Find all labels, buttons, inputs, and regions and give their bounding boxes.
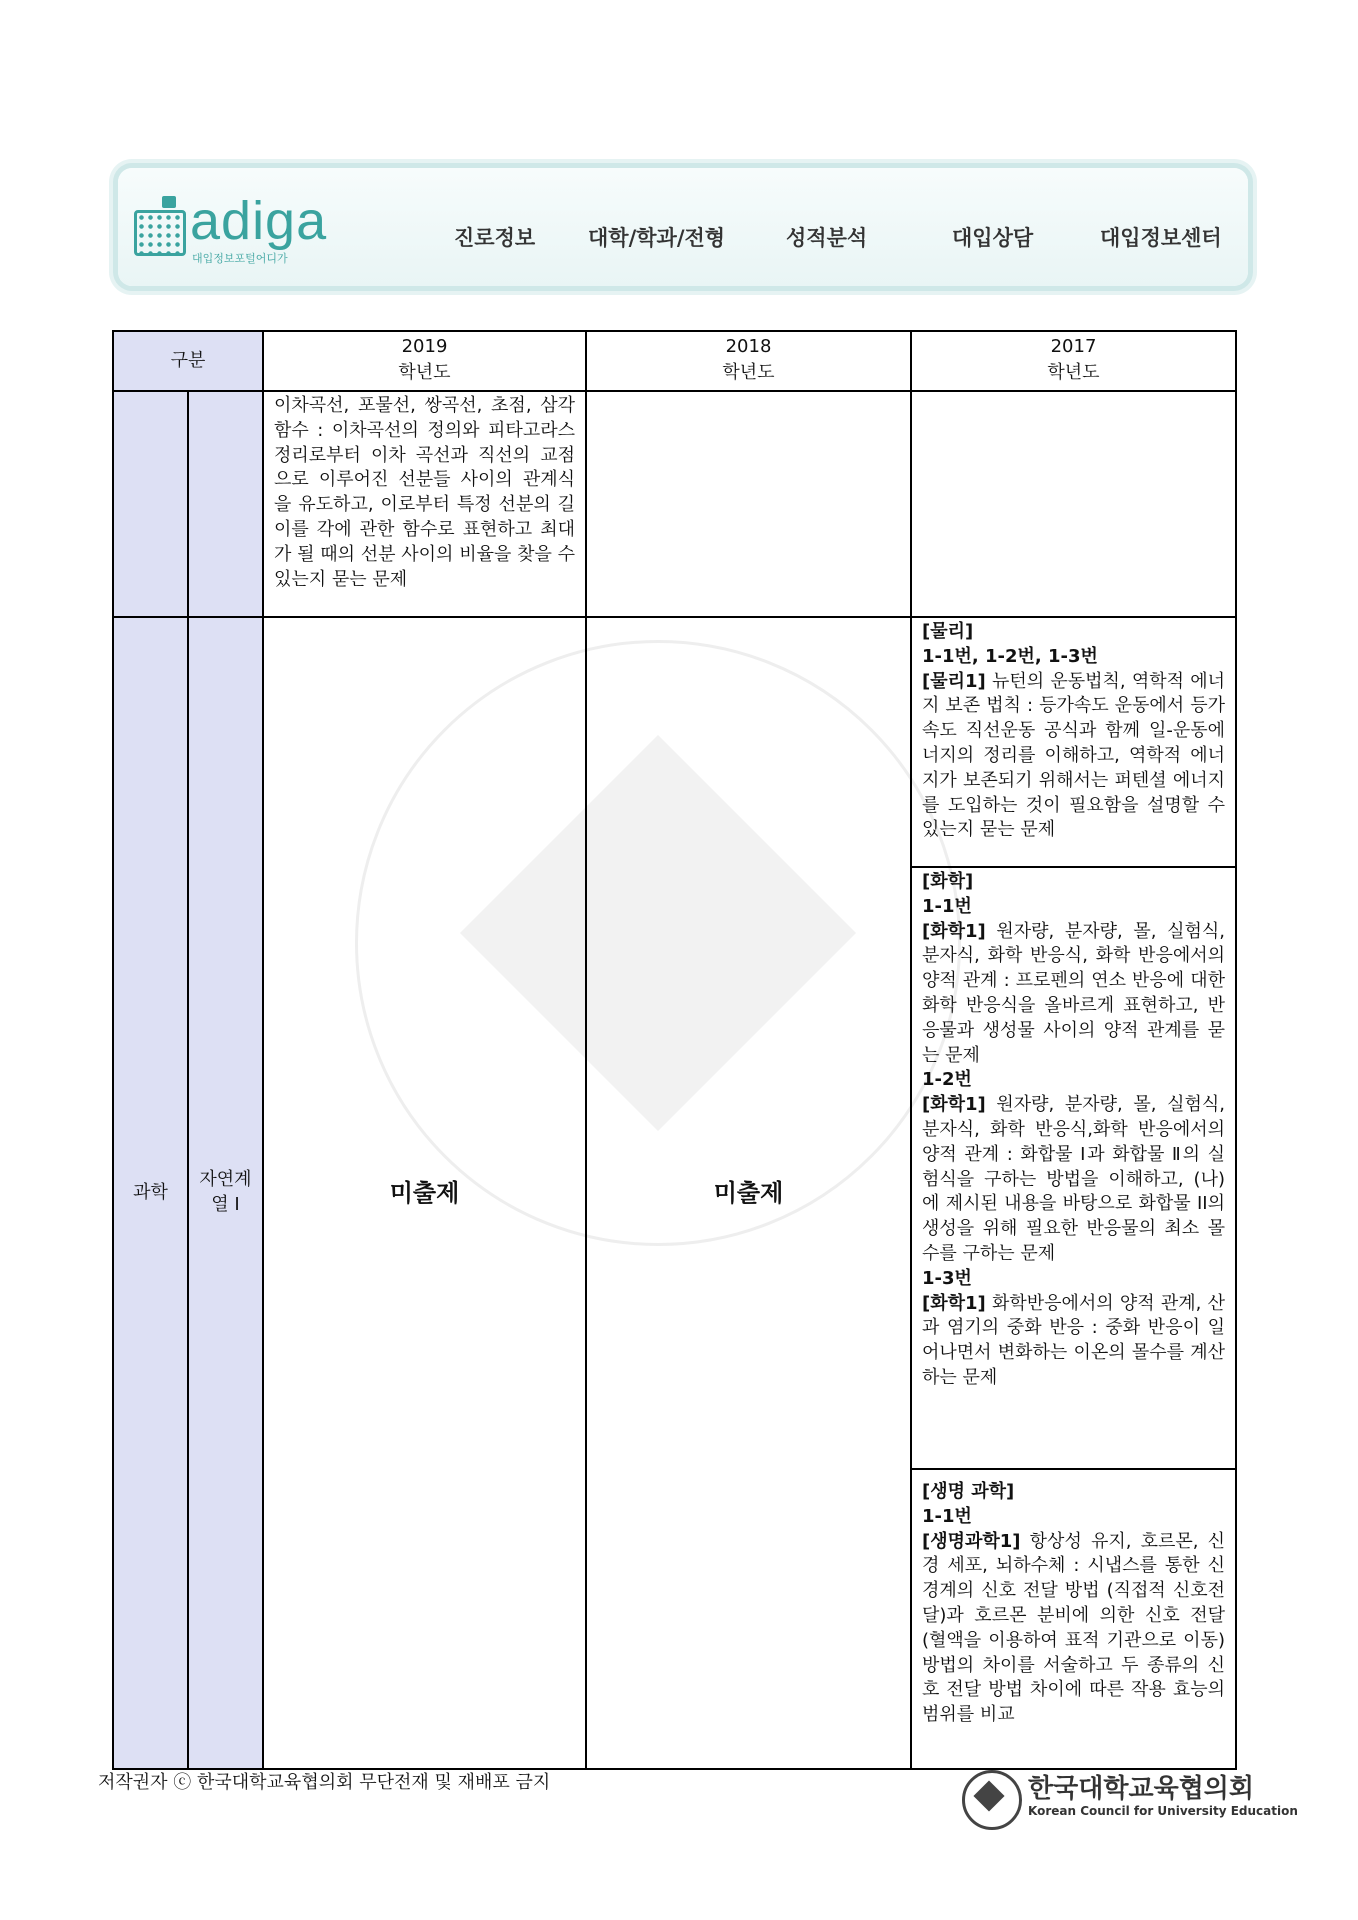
header-category: 구분: [113, 331, 263, 391]
chemistry-q3-desc: 화학반응에서의 양적 관계, 산과 염기의 중화 반응 : 중화 반응이 일어나면서 변화하는 이온의 몰수를 계산하는 문제: [922, 1292, 1225, 1388]
logo-text: adiga: [190, 191, 328, 251]
physics-tag: [물리1]: [922, 670, 986, 692]
science-category: 과학: [113, 617, 188, 1769]
cont-2018-cell: [586, 391, 911, 617]
year-2019-label: 학년도: [398, 362, 451, 383]
biology-title: [생명 과학]: [922, 1481, 1015, 1502]
chemistry-q3-block: [922, 1292, 1225, 1391]
chemistry-title: [화학]: [922, 871, 974, 892]
biology-q1-block: [922, 1530, 1225, 1728]
flag-icon: [162, 196, 176, 208]
cont-2017-cell: [911, 391, 1236, 617]
nav-info-center[interactable]: 대입정보센터: [1100, 226, 1222, 250]
year-2017-label: 학년도: [1047, 362, 1100, 383]
chemistry-q2-block: [922, 1093, 1225, 1267]
nav-score[interactable]: 성적분석: [786, 226, 868, 250]
chemistry-q3: 1-3번: [922, 1267, 972, 1289]
physics-desc-block: [922, 670, 1225, 844]
biology-q1-desc: 항상성 유지, 호르몬, 신경 세포, 뇌하수체 : 시냅스를 통한 신경계의 신호 전달 방법 (직접적 신호전달)과 호르몬 분비에 의한 신호 전달 (혈액을 이용하여 표적 기관으로 이동) 방법의 차이를 서술하고 두 종류의 신호 전달 방법 차이에 따른 작용 효능의 범위를 비교: [922, 1530, 1225, 1726]
chemistry-q2: 1-2번: [922, 1069, 972, 1091]
chemistry-q2-tag: [화학1]: [922, 1094, 986, 1116]
building-icon: [134, 210, 186, 256]
biology-q1: 1-1번: [922, 1505, 972, 1527]
chemistry-q1: 1-1번: [922, 895, 972, 917]
physics-cell: [911, 617, 1236, 867]
physics-items: 1-1번, 1-2번, 1-3번: [922, 645, 1098, 667]
nav-counsel[interactable]: 대입상담: [952, 226, 1034, 250]
year-2019: 2019: [401, 336, 448, 357]
continued-row: [113, 391, 1236, 617]
header-2018: [586, 331, 911, 391]
chemistry-q1-block: [922, 920, 1225, 1069]
adiga-logo[interactable]: [134, 191, 354, 266]
year-2018-label: 학년도: [722, 362, 775, 383]
logo-subtitle: 대입정보포털어디가: [192, 252, 288, 265]
header-2019: [263, 331, 586, 391]
header-banner: [118, 168, 1248, 286]
chemistry-q1-desc: 원자량, 분자량, 몰, 실험식, 분자식, 화학 반응식, 화학 반응에서의 양적 관계 : 프로펜의 연소 반응에 대한 화학 반응식을 올바르게 표현하고, 반응물과 생성물 사이의 양적 관계를 묻는 문제: [922, 920, 1225, 1066]
chemistry-cell: [911, 867, 1236, 1469]
biology-cell: [911, 1469, 1236, 1769]
nav-university[interactable]: 대학/학과/전형: [588, 226, 726, 250]
header-2017: [911, 331, 1236, 391]
kcue-name-kr: 한국대학교육협의회: [1028, 1774, 1255, 1804]
year-2018: 2018: [725, 336, 772, 357]
biology-q1-tag: [생명과학1]: [922, 1530, 1021, 1552]
physics-title: [물리]: [922, 621, 974, 642]
cont-category-cell: [113, 391, 188, 617]
science-2018: 미출제: [586, 617, 911, 1769]
chemistry-q3-tag: [화학1]: [922, 1292, 986, 1314]
science-2019: 미출제: [263, 617, 586, 1769]
physics-desc: 뉴턴의 운동법칙, 역학적 에너지 보존 법칙 : 등가속도 운동에서 등가속도 직선운동 공식과 함께 일-운동에너지의 정리를 이해하고, 역학적 에너지가 보존되기 위해서는 퍼텐셜 에너지를 도입하는 것이 필요함을 설명할 수 있는지 묻는 문제: [922, 670, 1225, 841]
cont-track-cell: [188, 391, 263, 617]
year-2017: 2017: [1050, 336, 1097, 357]
kcue-logo: [962, 1768, 1298, 1828]
science-track: 자연계열 Ⅰ: [188, 617, 263, 1769]
kcue-name-en: Korean Council for University Education: [1028, 1804, 1298, 1818]
exam-table: [112, 330, 1237, 1770]
nav-career[interactable]: 진로정보: [454, 226, 536, 250]
copyright-notice: 저작권자 ⓒ 한국대학교육협의회 무단전재 및 재배포 금지: [98, 1772, 551, 1793]
science-row-physics: [113, 617, 1236, 867]
chemistry-q2-desc: 원자량, 분자량, 몰, 실험식, 분자식, 화학 반응식,화학 반응에서의 양적 관계 : 화합물 Ⅰ과 화합물 Ⅱ의 실험식을 구하는 방법을 이해하고, (나)에 제시된 내용을 바탕으로 화합물 II의 생성을 위해 필요한 반응물의 최소 몰수를 구하는 문제: [922, 1094, 1225, 1264]
cont-2019-text: 이차곡선, 포물선, 쌍곡선, 초점, 삼각함수 : 이차곡선의 정의와 피타고라스 정리로부터 이차 곡선과 직선의 교점으로 이루어진 선분들 사이의 관계식을 유도하고, 이로부터 특정 선분의 길이를 각에 관한 함수로 표현하고 최대가 될 때의 선분 사이의 비율을 찾을 수 있는지 묻는 문제: [263, 391, 586, 617]
kcue-seal-icon: [962, 1770, 1022, 1830]
chemistry-q1-tag: [화학1]: [922, 920, 986, 942]
header-row: [113, 331, 1236, 391]
